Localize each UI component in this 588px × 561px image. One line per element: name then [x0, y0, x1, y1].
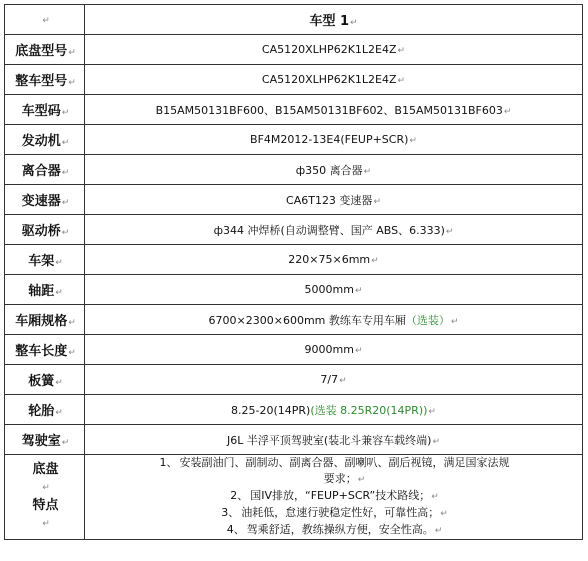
row-label: 车型码	[21, 104, 61, 119]
row-label: 板簧	[28, 374, 55, 389]
paragraph-mark-icon: ↵	[354, 346, 363, 356]
row-value: ф350 离合器	[295, 163, 363, 177]
spec-table	[4, 4, 583, 540]
paragraph-mark-icon: ↵	[61, 228, 70, 238]
paragraph-mark-icon: ↵	[354, 286, 363, 296]
paragraph-mark-icon: ↵	[61, 108, 70, 118]
table-row	[5, 35, 583, 65]
list-item: 3、 油耗低，怠速行驶稳定性好，可靠性高；↵	[221, 506, 448, 519]
table-row	[5, 305, 583, 335]
row-label: 变速器	[21, 194, 61, 209]
row-value: 9000mm	[304, 343, 354, 356]
list-item: 4、 驾乘舒适，教练操纵方便，安全性高。↵	[226, 523, 443, 536]
paragraph-mark-icon: ↵	[371, 256, 379, 266]
row-label: 驱动桥	[21, 224, 61, 239]
row-value: J6L 半浮平顶驾驶室(装北斗兼容车载终端)	[227, 433, 432, 447]
table-row	[5, 335, 583, 365]
paragraph-mark-icon: ↵	[55, 288, 63, 298]
paragraph-mark-icon: ↵	[431, 492, 439, 502]
row-value: CA5120XLHP62K1L2E4Z	[261, 43, 397, 56]
paragraph-mark-icon: ↵	[42, 519, 50, 529]
paragraph-mark-icon: ↵	[42, 483, 50, 493]
table-row	[5, 95, 583, 125]
header-value: 车型 1	[309, 14, 350, 29]
table-row	[5, 155, 583, 185]
paragraph-mark-icon: ↵	[450, 316, 459, 327]
paragraph-mark-icon: ↵	[55, 408, 63, 418]
row-value: 220×75×6mm	[288, 253, 371, 266]
paragraph-mark-icon: ↵	[61, 438, 70, 448]
row-value: 5000mm	[304, 283, 354, 296]
features-label-line2: 特点 ↵	[11, 497, 80, 533]
paragraph-mark-icon: ↵	[68, 78, 76, 88]
row-value: 8.25-20(14PR)	[231, 403, 311, 417]
paragraph-mark-icon: ↵	[68, 48, 76, 58]
list-item-continuation: 要求；↵	[323, 472, 366, 485]
paragraph-mark-icon: ↵	[68, 318, 76, 328]
row-value: ф344 冲焊桥(自动调整臂、国产 ABS、6.333)	[213, 223, 445, 237]
paragraph-mark-icon: ↵	[61, 168, 70, 178]
features-row	[5, 455, 583, 540]
features-list	[85, 455, 583, 540]
paragraph-mark-icon: ↵	[350, 18, 358, 28]
list-item: 2、 国IV排放，“FEUP+SCR”技术路线；↵	[230, 489, 439, 502]
paragraph-mark-icon: ↵	[397, 46, 406, 56]
header-row	[5, 5, 583, 35]
row-label: 轴距	[28, 284, 55, 299]
row-label: 驾驶室	[21, 434, 61, 449]
table-row	[5, 185, 583, 215]
paragraph-mark-icon: ↵	[445, 226, 454, 237]
paragraph-mark-icon: ↵	[61, 138, 70, 148]
table-row	[5, 215, 583, 245]
row-label: 底盘型号	[15, 44, 68, 59]
row-label: 车架	[28, 254, 55, 269]
paragraph-mark-icon: ↵	[409, 136, 417, 146]
paragraph-mark-icon: ↵	[397, 76, 406, 86]
paragraph-mark-icon: ↵	[55, 378, 63, 388]
row-value: CA5120XLHP62K1L2E4Z	[261, 73, 397, 86]
row-value: 7/7	[320, 373, 339, 386]
paragraph-mark-icon: ↵	[440, 509, 448, 519]
table-row	[5, 245, 583, 275]
paragraph-mark-icon: ↵	[55, 258, 63, 268]
paragraph-mark-icon: ↵	[428, 406, 436, 417]
optional-note: (选装 8.25R20(14PR))	[310, 403, 428, 417]
features-label-cell	[5, 455, 85, 540]
header-label-cell	[5, 5, 85, 35]
row-label: 离合器	[21, 164, 61, 179]
paragraph-mark-icon: ↵	[373, 196, 381, 207]
table-row	[5, 395, 583, 425]
paragraph-mark-icon: ↵	[61, 198, 70, 208]
row-label: 车厢规格	[15, 314, 68, 329]
paragraph-mark-icon: ↵	[503, 106, 512, 117]
list-item: 1、 安装副油门、副制动、副离合器、副喇叭、副后视镜，满足国家法规	[159, 456, 510, 469]
table-row	[5, 365, 583, 395]
header-value-cell	[85, 5, 583, 35]
paragraph-mark-icon: ↵	[42, 16, 50, 26]
row-value: B15AM50131BF600、B15AM50131BF602、B15AM50131BF603	[155, 103, 503, 117]
paragraph-mark-icon: ↵	[339, 376, 347, 386]
row-label: 轮胎	[28, 404, 55, 419]
paragraph-mark-icon: ↵	[432, 436, 440, 447]
features-label-line1: 底盘 ↵	[11, 461, 80, 497]
row-label: 发动机	[21, 134, 61, 149]
paragraph-mark-icon: ↵	[68, 348, 76, 358]
table-row	[5, 125, 583, 155]
paragraph-mark-icon: ↵	[363, 166, 372, 177]
paragraph-mark-icon: ↵	[357, 475, 366, 485]
row-value: BF4M2012-13E4(FEUP+SCR)	[250, 133, 409, 146]
table-row	[5, 275, 583, 305]
row-label: 整车长度	[15, 344, 68, 359]
table-row	[5, 425, 583, 455]
paragraph-mark-icon: ↵	[434, 526, 443, 536]
row-value: CA6T123 变速器	[286, 193, 373, 207]
table-row	[5, 65, 583, 95]
optional-note: （选装）	[405, 313, 450, 327]
row-label: 整车型号	[15, 74, 68, 89]
row-value: 6700×2300×600mm 教练车专用车厢	[208, 313, 406, 327]
